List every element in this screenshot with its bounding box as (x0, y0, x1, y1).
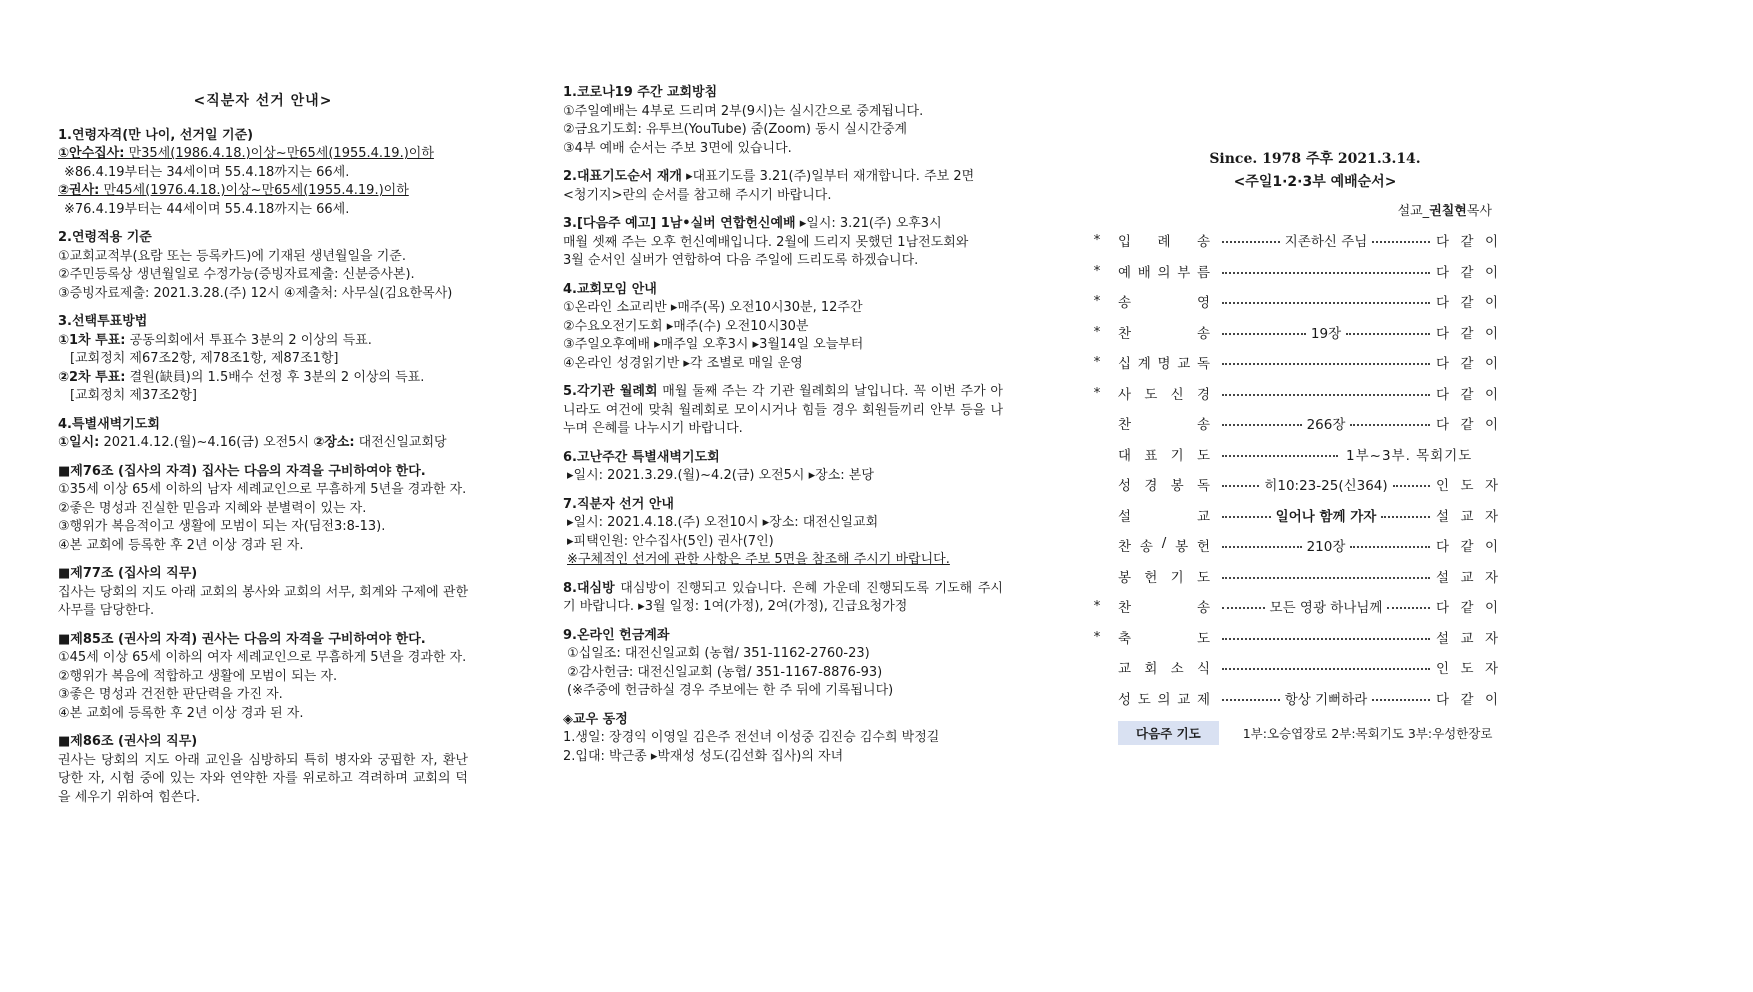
order-item-name: 십 계 명 교 독 (1118, 356, 1210, 373)
since-date: Since. 1978 주후 2021.3.14. (1209, 151, 1421, 167)
news-line: ②수요오전기도회 ▸매주(수) 오전10시30분 (563, 318, 809, 334)
dawn-prayer-heading: 4.특별새벽기도회 (58, 416, 160, 432)
deacon-age-note: ※86.4.19부터는 34세이며 55.4.18까지는 66세. (64, 164, 350, 180)
second-vote-line: ②2차 투표: 결원(缺員)의 1.5배수 선정 후 3분의 2 이상의 득표. (58, 369, 425, 385)
first-vote-line: ①1차 투표: 공동의회에서 투표수 3분의 2 이상의 득표. (58, 332, 372, 348)
order-item-detail (1220, 300, 1432, 302)
news-line: ③주일오후예배 ▸매주일 오후3시 ▸3월14일 오늘부터 (563, 337, 864, 352)
article-76-heading: ■제76조 (집사의 자격) 집사는 다음의 자격을 구비하여야 한다. (58, 463, 426, 479)
order-item-leader: 설 교 자 (1436, 569, 1498, 586)
news-line: ▸일시: 2021.4.18.(주) 오전10시 ▸장소: 대전신일교회 (567, 515, 879, 530)
next-prayer-label: 다음주 기도 (1118, 721, 1219, 745)
order-item-name: 성 경 봉 독 (1118, 478, 1210, 495)
order-rows (1090, 225, 1510, 713)
order-item-detail: 지존하신 주님 (1220, 230, 1432, 250)
church-news (563, 84, 1003, 766)
order-row (1090, 225, 1510, 256)
news-joint-worship: 3.[다음주 예고] 1남•실버 연합헌신예배 ▸일시: 3.21(주) 오후3시 (563, 216, 942, 231)
article-86-text: 권사는 당회의 지도 아래 교인을 심방하되 특히 병자와 궁핍한 자, 환난 당한 자, 시험 중에 있는 자와 연약한 자를 위로하고 격려하며 교회의 덕을 세우기 위하여 힘쓴다. (58, 752, 468, 805)
order-row (1090, 652, 1510, 683)
order-item-detail: 항상 기뻐하라 (1220, 688, 1432, 708)
stand-marker: * (1093, 384, 1101, 401)
order-item-name: 대 표 기 도 (1118, 447, 1210, 464)
order-item-leader: 다 같 이 (1436, 539, 1498, 556)
article-85-heading: ■제85조 (권사의 자격) 권사는 다음의 자격을 구비하여야 한다. (58, 631, 426, 647)
news-line: ▸피택인원: 안수집사(5인) 권사(7인) (567, 533, 774, 549)
order-item-leader: 다 같 이 (1436, 356, 1498, 373)
stand-marker: * (1093, 293, 1101, 310)
news-line: ②금요기도회: 유투브(YouTube) 줌(Zoom) 동시 실시간중계 (563, 122, 908, 137)
article-85-item: ②행위가 복음에 적합하고 생활에 모범이 되는 자. (58, 668, 338, 684)
second-vote-note: [교회정치 제37조2항] (70, 388, 197, 403)
news-line: ①십일조: 대전신일교회 (농협/ 351-1162-2760-23) (567, 646, 870, 661)
kwonsa-age-note: ※76.4.19부터는 44세이며 55.4.18까지는 66세. (64, 201, 350, 217)
stand-marker: * (1093, 232, 1101, 249)
order-item-name: 입 례 송 (1118, 234, 1210, 251)
order-row (1090, 286, 1510, 317)
news-line: <청기지>란의 순서를 참고해 주시기 바랍니다. (563, 187, 832, 203)
dawn-prayer-line: ①일시: 2021.4.12.(월)~4.16(금) 오전5시 ②장소: 대전신일교회당 (58, 435, 447, 450)
article-77-heading: ■제77조 (집사의 직무) (58, 566, 198, 581)
order-item-detail (1220, 453, 1340, 455)
news-line: ①주일예배는 4부로 드리며 2부(9시)는 실시간으로 중계됩니다. (563, 103, 924, 119)
news-election-heading: 7.직분자 선거 안내 (563, 496, 674, 512)
order-item-detail: 모든 영광 하나님께 (1220, 596, 1432, 616)
news-members-heading: ◈교우 동정 (563, 711, 628, 727)
article-76-item: ③행위가 복음적이고 생활에 모범이 되는 자(딤전3:8-13). (58, 519, 386, 534)
article-85-item: ①45세 이상 65세 이하의 여자 세례교인으로 무흠하게 5년을 경과한 자. (58, 650, 467, 665)
stand-marker: * (1093, 262, 1101, 279)
news-line: ①온라인 소교리반 ▸매주(목) 오전10시30분, 12주간 (563, 300, 863, 315)
deacon-age-line: ①안수집사: 만35세(1986.4.18.)이상~만65세(1955.4.19.)이하 (58, 146, 434, 161)
article-85-item: ③좋은 명성과 건전한 판단력을 가진 자. (58, 687, 283, 702)
news-line: ②감사헌금: 대전신일교회 (농협/ 351-1167-8876-93) (567, 664, 883, 680)
order-row (1090, 561, 1510, 592)
age-qualification-heading: 1.연령자격(만 나이, 선거일 기준) (58, 127, 254, 143)
order-item-leader: 설 교 자 (1436, 630, 1498, 647)
article-76-item: ②좋은 명성과 진실한 믿음과 지혜와 분별력이 있는 자. (58, 500, 367, 516)
news-prayer-order: 2.대표기도순서 재개 ▸대표기도를 3.21(주)일부터 재개합니다. 주보 2면 (563, 169, 975, 184)
age-standard-line: ②주민등록상 생년월일로 수정가능(증빙자료제출: 신분증사본). (58, 267, 415, 282)
order-row (1090, 500, 1510, 531)
article-76-item: ④본 교회에 등록한 후 2년 이상 경과 된 자. (58, 537, 304, 553)
order-item-leader: 다 같 이 (1436, 264, 1498, 281)
order-row (1090, 591, 1510, 622)
order-item-detail: 일어나 함께 가자 (1220, 505, 1432, 525)
order-row (1090, 256, 1510, 287)
order-item-detail: 266장 (1220, 413, 1432, 433)
age-standard-line: ①교회교적부(요람 또는 등록카드)에 기재된 생년월일을 기준. (58, 248, 406, 264)
order-item-leader: 1부~3부. 목회기도 (1346, 447, 1473, 464)
worship-order (1090, 148, 1510, 745)
order-item-detail: 히10:23-25(신364) (1220, 474, 1432, 494)
order-item-detail: 210장 (1220, 535, 1432, 555)
next-prayer (1090, 721, 1510, 745)
order-item-name: 사 도 신 경 (1118, 386, 1210, 403)
order-item-name: 예 배 의 부 름 (1118, 264, 1210, 281)
election-title: <직분자 선거 안내> (193, 93, 333, 109)
order-item-leader: 인 도 자 (1436, 661, 1498, 678)
article-77-text: 집사는 당회의 지도 아래 교회의 봉사와 교회의 서무, 회계와 구제에 관한 사무를 담당한다. (58, 584, 468, 618)
age-standard-line: ③증빙자료제출: 2021.3.28.(주) 12시 ④제출처: 사무실(김요한목사) (58, 285, 453, 301)
order-item-leader: 다 같 이 (1436, 417, 1498, 434)
next-prayer-text: 1부:오승엽장로 2부:목회기도 3부:우성한장로 (1242, 726, 1493, 741)
order-row (1090, 530, 1510, 561)
news-line: 3월 순서인 실버가 연합하여 다음 주일에 드리도록 하겠습니다. (563, 253, 919, 268)
news-line: 2.입대: 박근종 ▸박재성 성도(김선화 집사)의 자녀 (563, 748, 844, 764)
news-monthly-meeting: 5.각기관 월례회 매월 둘째 주는 각 기관 월례회의 날입니다. 꼭 이번 주가 아니라도 여건에 맞춰 월례회로 모이시거나 힘들 경우 회원들끼리 안부 등을 나누며 은혜를 나누시기 바랍니다. (563, 384, 1003, 436)
order-row (1090, 622, 1510, 653)
stand-marker: * (1093, 354, 1101, 371)
order-row (1090, 683, 1510, 714)
order-item-name: 송 영 (1118, 295, 1210, 312)
article-85-item: ④본 교회에 등록한 후 2년 이상 경과 된 자. (58, 705, 304, 721)
news-line: 1.생일: 장경익 이영일 김은주 전선녀 이성중 김진승 김수희 박정길 (563, 730, 940, 745)
order-item-leader: 다 같 이 (1436, 325, 1498, 342)
news-offering-heading: 9.온라인 헌금계좌 (563, 627, 670, 643)
order-item-leader: 다 같 이 (1436, 600, 1498, 617)
order-row (1090, 408, 1510, 439)
kwonsa-age-line: ②권사: 만45세(1976.4.18.)이상~만65세(1955.4.19.)이하 (58, 183, 409, 198)
election-notice (58, 92, 468, 807)
order-item-name: 축 도 (1118, 630, 1210, 647)
news-line: 매월 셋째 주는 오후 헌신예배입니다. 2월에 드리지 못했던 1남전도회와 (563, 234, 969, 250)
news-line: ③4부 예배 순서는 주보 3면에 있습니다. (563, 140, 792, 156)
order-item-name: 설 교 (1118, 508, 1210, 525)
order-item-name: 교 회 소 식 (1118, 661, 1210, 678)
first-vote-note: [교회정치 제67조2항, 제78조1항, 제87조1항] (70, 351, 339, 366)
news-covid-heading: 1.코로나19 주간 교회방침 (563, 85, 718, 100)
news-line: (※주중에 헌금하실 경우 주보에는 한 주 뒤에 기록됩니다) (567, 683, 894, 698)
news-passion-week-heading: 6.고난주간 특별새벽기도회 (563, 449, 720, 465)
order-row (1090, 347, 1510, 378)
news-meetings-heading: 4.교회모임 안내 (563, 281, 657, 297)
preacher-line: 설교_권칠현목사 (1397, 204, 1492, 219)
order-item-leader: 다 같 이 (1436, 386, 1498, 403)
order-item-name: 찬 송 (1118, 417, 1210, 434)
article-86-heading: ■제86조 (권사의 직무) (58, 734, 198, 749)
order-item-name: 성 도 의 교 제 (1118, 691, 1210, 708)
order-item-leader: 설 교 자 (1436, 508, 1498, 525)
order-item-leader: 다 같 이 (1436, 234, 1498, 251)
order-item-name: 찬 송 (1118, 325, 1210, 342)
order-item-detail (1220, 270, 1432, 272)
worship-order-title: <주일1·2·3부 예배순서> (1233, 174, 1397, 190)
voting-method-heading: 3.선택투표방법 (58, 314, 148, 329)
order-item-leader: 다 같 이 (1436, 691, 1498, 708)
stand-marker: * (1093, 323, 1101, 340)
stand-marker: * (1093, 628, 1101, 645)
order-item-name: 봉 헌 기 도 (1118, 569, 1210, 586)
order-item-detail (1220, 392, 1432, 394)
news-line: ④온라인 성경읽기반 ▸각 조별로 매일 운영 (563, 355, 803, 371)
order-item-detail: 19장 (1220, 322, 1432, 342)
order-row (1090, 317, 1510, 348)
order-row (1090, 439, 1510, 470)
order-item-detail (1220, 636, 1432, 638)
order-row (1090, 378, 1510, 409)
order-item-leader: 인 도 자 (1436, 478, 1498, 495)
age-standard-heading: 2.연령적용 기준 (58, 230, 152, 245)
order-item-leader: 다 같 이 (1436, 295, 1498, 312)
news-line: ▸일시: 2021.3.29.(월)~4.2(금) 오전5시 ▸장소: 본당 (567, 468, 874, 483)
news-election-note: ※구체적인 선거에 관한 사항은 주보 5면을 참조해 주시기 바랍니다. (567, 552, 950, 567)
order-item-name: 찬 송 / 봉 헌 (1118, 535, 1210, 556)
stand-marker: * (1093, 598, 1101, 615)
order-item-detail (1220, 361, 1432, 363)
news-visitation: 8.대심방 대심방이 진행되고 있습니다. 은혜 가운데 진행되도록 기도해 주시기 바랍니다. ▸3월 일정: 1여(가정), 2여(가정), 긴급요청가정 (563, 580, 1003, 614)
order-item-name: 찬 송 (1118, 600, 1210, 617)
order-row (1090, 469, 1510, 500)
article-76-item: ①35세 이상 65세 이하의 남자 세례교인으로 무흠하게 5년을 경과한 자. (58, 482, 467, 497)
order-item-detail (1220, 666, 1432, 668)
order-item-detail (1220, 575, 1432, 577)
